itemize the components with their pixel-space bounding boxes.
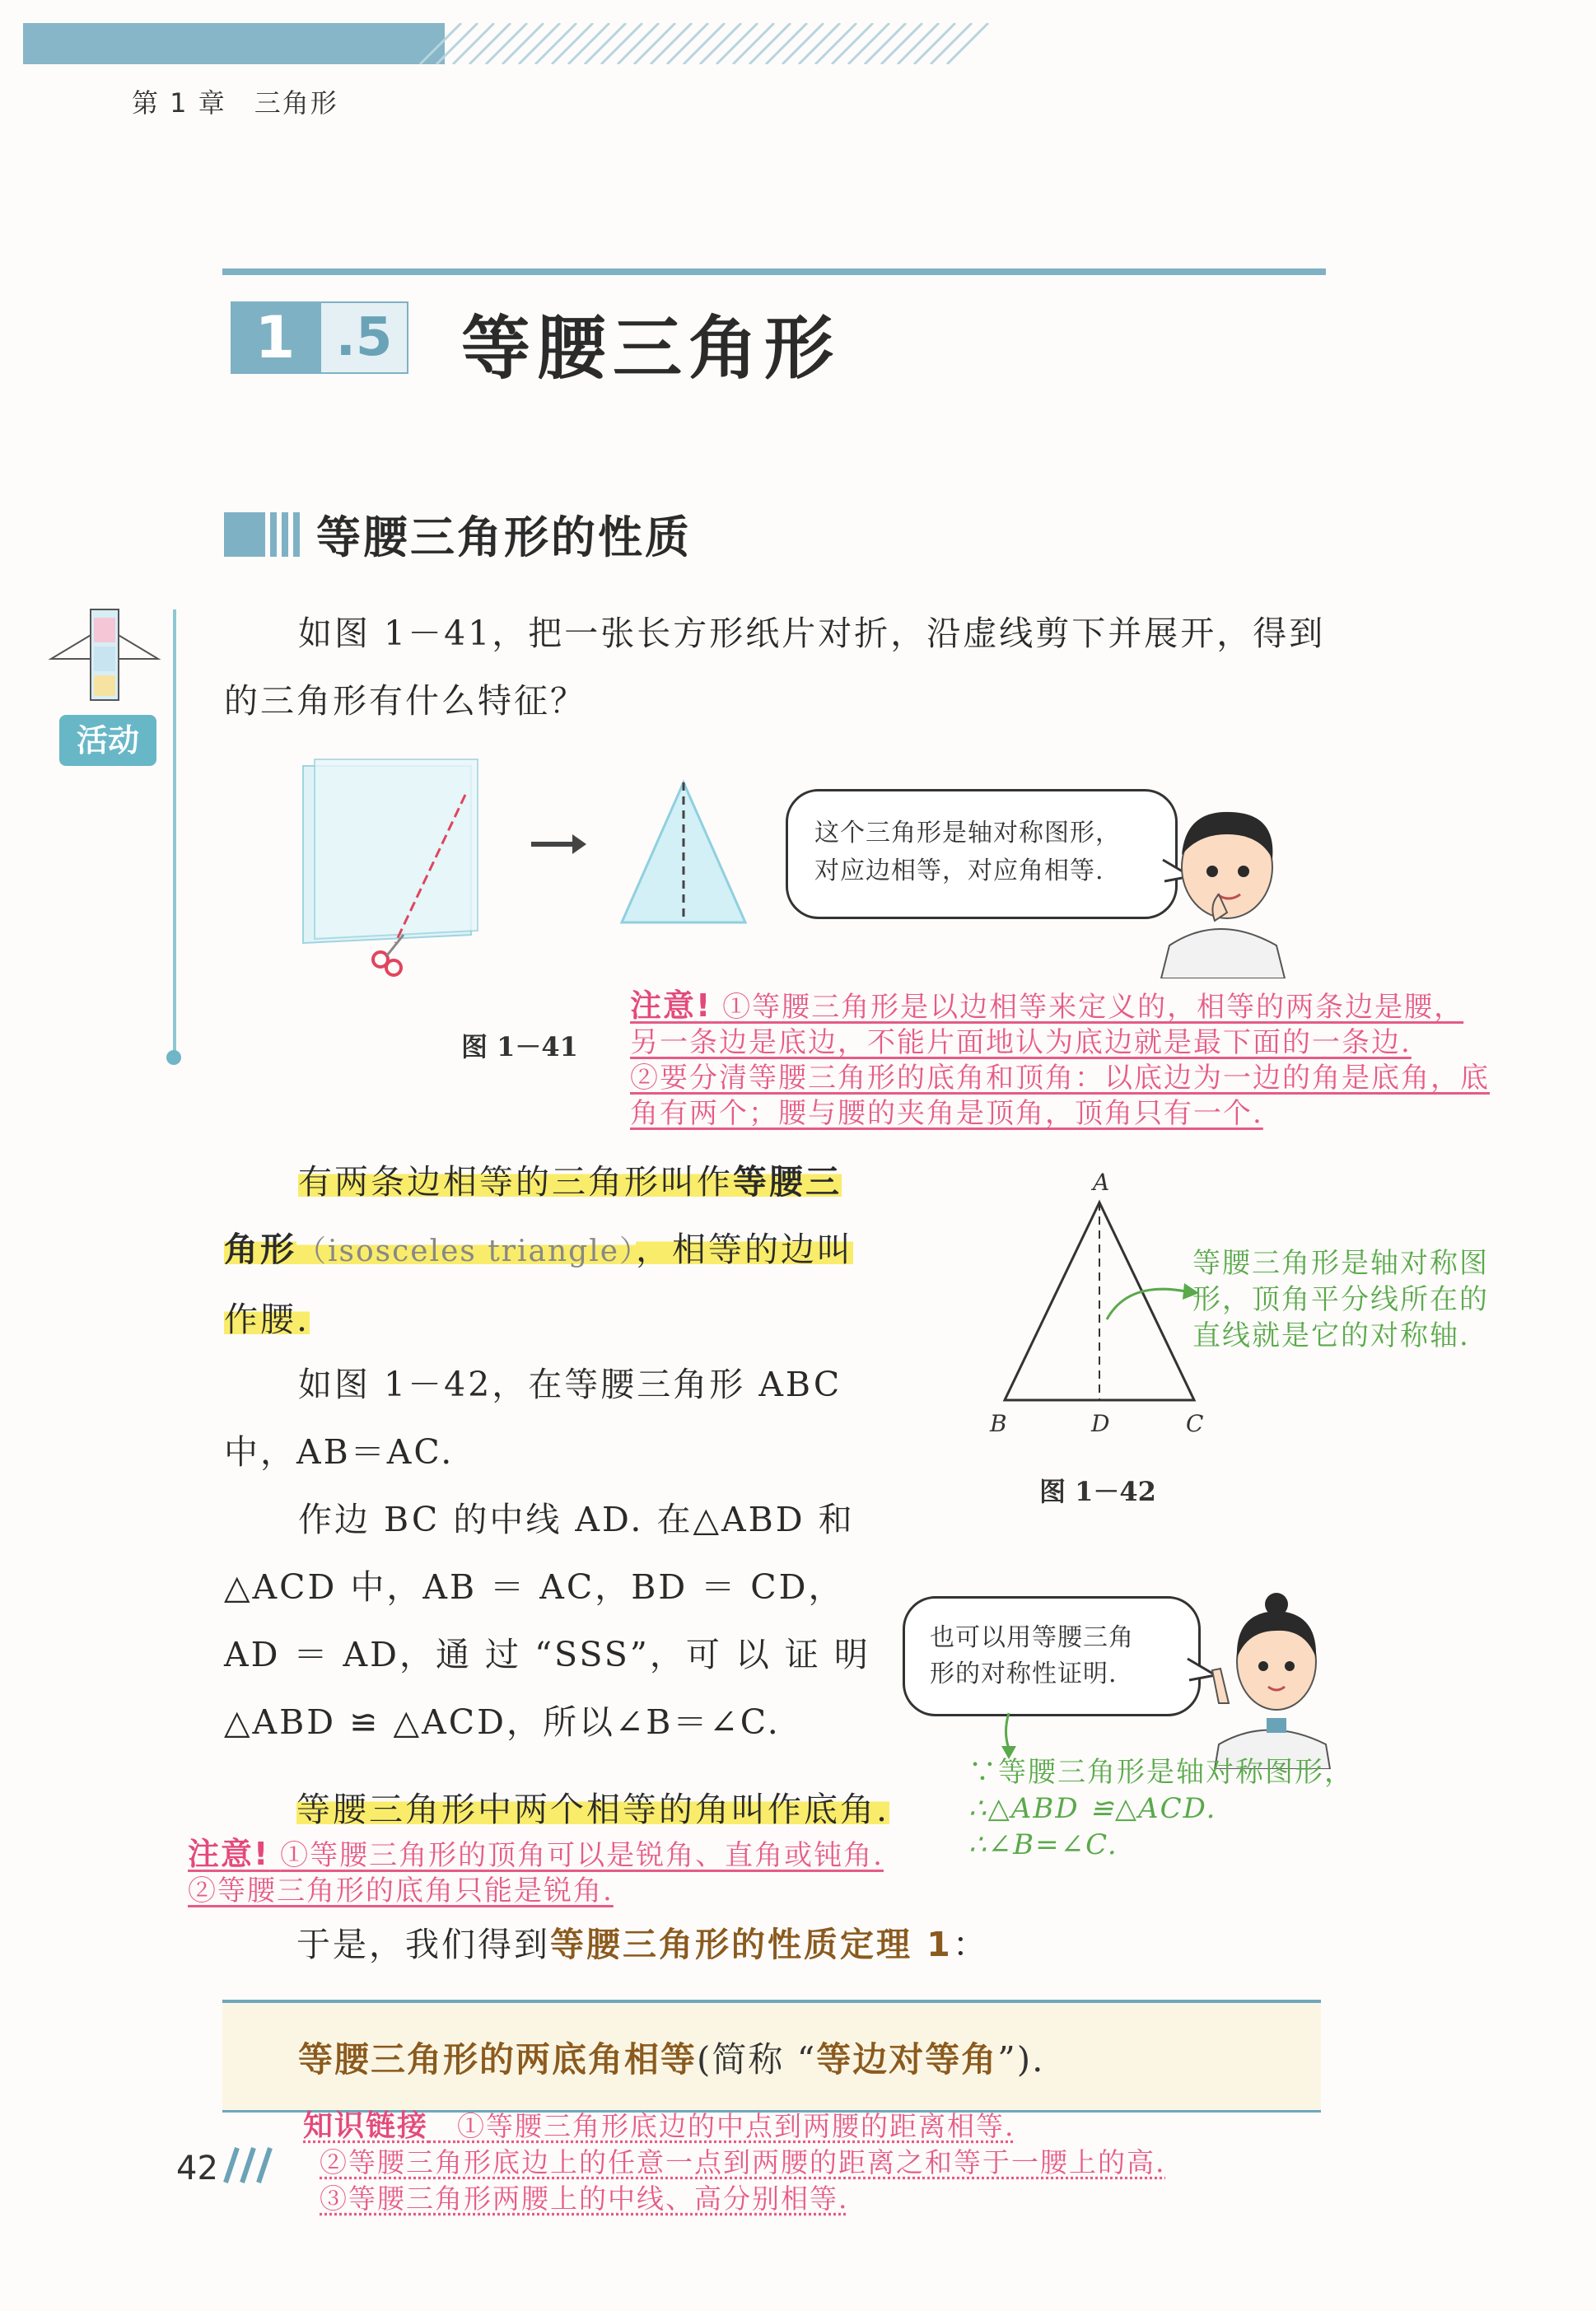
note-label: 注意! [630, 987, 712, 1024]
text-line: 中，AB＝AC. [224, 1432, 455, 1472]
section-subnumber: .5 [320, 301, 408, 374]
green-arrow [1104, 1268, 1202, 1326]
text-span: 作腰. [224, 1300, 310, 1339]
note-line: 等腰三角形是轴对称图 [1192, 1247, 1489, 1280]
bubble-text [814, 815, 1160, 890]
knowledge-line: ②等腰三角形底边上的任意一点到两腰的距离之和等于一腰上的高. [320, 2146, 1166, 2178]
symmetry-note [1192, 1245, 1555, 1354]
proof-paragraph [224, 1351, 883, 1756]
note-box-1 [630, 988, 1519, 1132]
text-line: 如图 1－42，在等腰三角形 ABC [298, 1365, 842, 1404]
note-line: 角有两个；腰与腰的夹角是顶角，顶角只有一个. [630, 1097, 1263, 1130]
bubble-text [930, 1620, 1177, 1692]
knowledge-line: ③等腰三角形两腰上的中线、高分别相等. [320, 2183, 849, 2215]
proof-line: ∴∠B=∠C. [968, 1828, 1118, 1861]
figure-caption: 图 1－41 [461, 1031, 578, 1062]
english-term: （isosceles triangle） [296, 1235, 637, 1268]
theorem-intro [296, 1911, 1367, 1978]
note-line: 另一条边是底边，不能片面地认为底边就是最下面的一条边. [630, 1026, 1412, 1059]
text-span: ，相等的边叫 [636, 1230, 854, 1269]
figure-caption: 图 1－42 [1039, 1476, 1156, 1507]
text-span: ”). [997, 2039, 1045, 2080]
theorem-short-name: 等边对等角 [816, 2039, 998, 2080]
vertex-label-b: B [990, 1410, 1007, 1437]
section-title: 等腰三角形 [461, 308, 841, 389]
green-arrow-down [996, 1711, 1021, 1761]
definition-paragraph [224, 1148, 883, 1353]
text-line: 也可以用等腰三角 [930, 1623, 1134, 1652]
note-line: ①等腰三角形的顶角可以是锐角、直角或钝角. [280, 1839, 884, 1872]
term-bold: 等腰三 [733, 1162, 842, 1202]
text-line: 作边 BC 的中线 AD. 在△ABD 和 [298, 1500, 855, 1539]
boy-illustration [1136, 789, 1301, 978]
text-line: 如图 1－41，把一张长方形纸片对折，沿虚线剪下并展开，得到 [298, 614, 1326, 653]
page-number: 42 [176, 2150, 218, 2187]
page-number-slashes [222, 2145, 280, 2186]
note-line: ②等腰三角形的底角只能是锐角. [188, 1874, 614, 1907]
term-bold: 角形 [224, 1230, 296, 1269]
section-number: 1 [231, 301, 320, 374]
vertex-label-a: A [1093, 1170, 1110, 1196]
note-line: ①等腰三角形是以边相等来定义的，相等的两条边是腰， [722, 991, 1464, 1024]
text-line: 形的对称性证明. [930, 1660, 1118, 1688]
activity-paragraph [224, 600, 1344, 735]
activity-dot [166, 1050, 181, 1065]
note-label: 注意! [188, 1836, 270, 1872]
proof-line: ∵等腰三角形是轴对称图形， [968, 1756, 1354, 1789]
note-line: 形，顶角平分线所在的 [1192, 1283, 1489, 1316]
subsection-title: 等腰三角形的性质 [316, 511, 692, 563]
knowledge-label: 知识链接 [303, 2109, 429, 2143]
kite-icon [43, 601, 166, 708]
subsection-icon [224, 512, 301, 557]
section-badge [231, 301, 408, 374]
knowledge-line: ①等腰三角形底边的中点到两腰的距离相等. [457, 2110, 1015, 2142]
text-span: ： [952, 1925, 989, 1964]
activity-label: 活动 [59, 715, 156, 766]
text-span: 等腰三角形中两个相等的角叫作底角. [296, 1790, 890, 1829]
speech-bubble-boy [786, 789, 1178, 919]
vertex-label-c: C [1186, 1410, 1204, 1437]
text-line: △ABD ≌ △ACD，所以∠B＝∠C. [224, 1702, 781, 1742]
text-line: △ACD 中，AB ＝ AC，BD ＝ CD， [224, 1567, 845, 1607]
base-angle-definition [296, 1776, 955, 1843]
text-span: (简称 “ [697, 2039, 817, 2080]
text-line: 这个三角形是轴对称图形， [814, 819, 1121, 847]
note-box-2 [188, 1837, 929, 1909]
text-line: 的三角形有什么特征？ [224, 681, 586, 721]
knowledge-link [303, 2108, 1291, 2217]
chapter-header: 第 1 章 三角形 [132, 87, 338, 119]
theorem-bold: 等腰三角形的两底角相等 [298, 2039, 698, 2080]
header-band [23, 23, 445, 64]
note-line: ②要分清等腰三角形的底角和顶角：以底边为一边的角是底角，底 [630, 1062, 1490, 1095]
proof-line: ∴△ABD ≌△ACD. [968, 1792, 1217, 1825]
vertex-label-d: D [1091, 1410, 1110, 1437]
text-line: AD ＝ AD，通 过 “SSS”，可 以 证 明 [224, 1635, 870, 1674]
text-line: 对应边相等，对应角相等. [814, 857, 1104, 885]
figure-1-41 [288, 758, 799, 1005]
symmetry-proof [968, 1754, 1380, 1863]
scissors-icon [373, 935, 404, 975]
theorem-text [298, 2033, 1044, 2082]
theorem-name: 等腰三角形的性质定理 1 [550, 1925, 953, 1964]
note-line: 直线就是它的对称轴. [1192, 1319, 1470, 1352]
speech-bubble-girl [903, 1596, 1201, 1716]
activity-line [173, 609, 176, 1058]
title-rule [222, 268, 1326, 275]
header-band-stripes [387, 23, 1029, 64]
text-span: 于是，我们得到 [296, 1925, 550, 1964]
girl-illustration [1202, 1580, 1334, 1769]
text-span: 有两条边相等的三角形叫作 [298, 1162, 733, 1202]
theorem-box [222, 2000, 1321, 2113]
